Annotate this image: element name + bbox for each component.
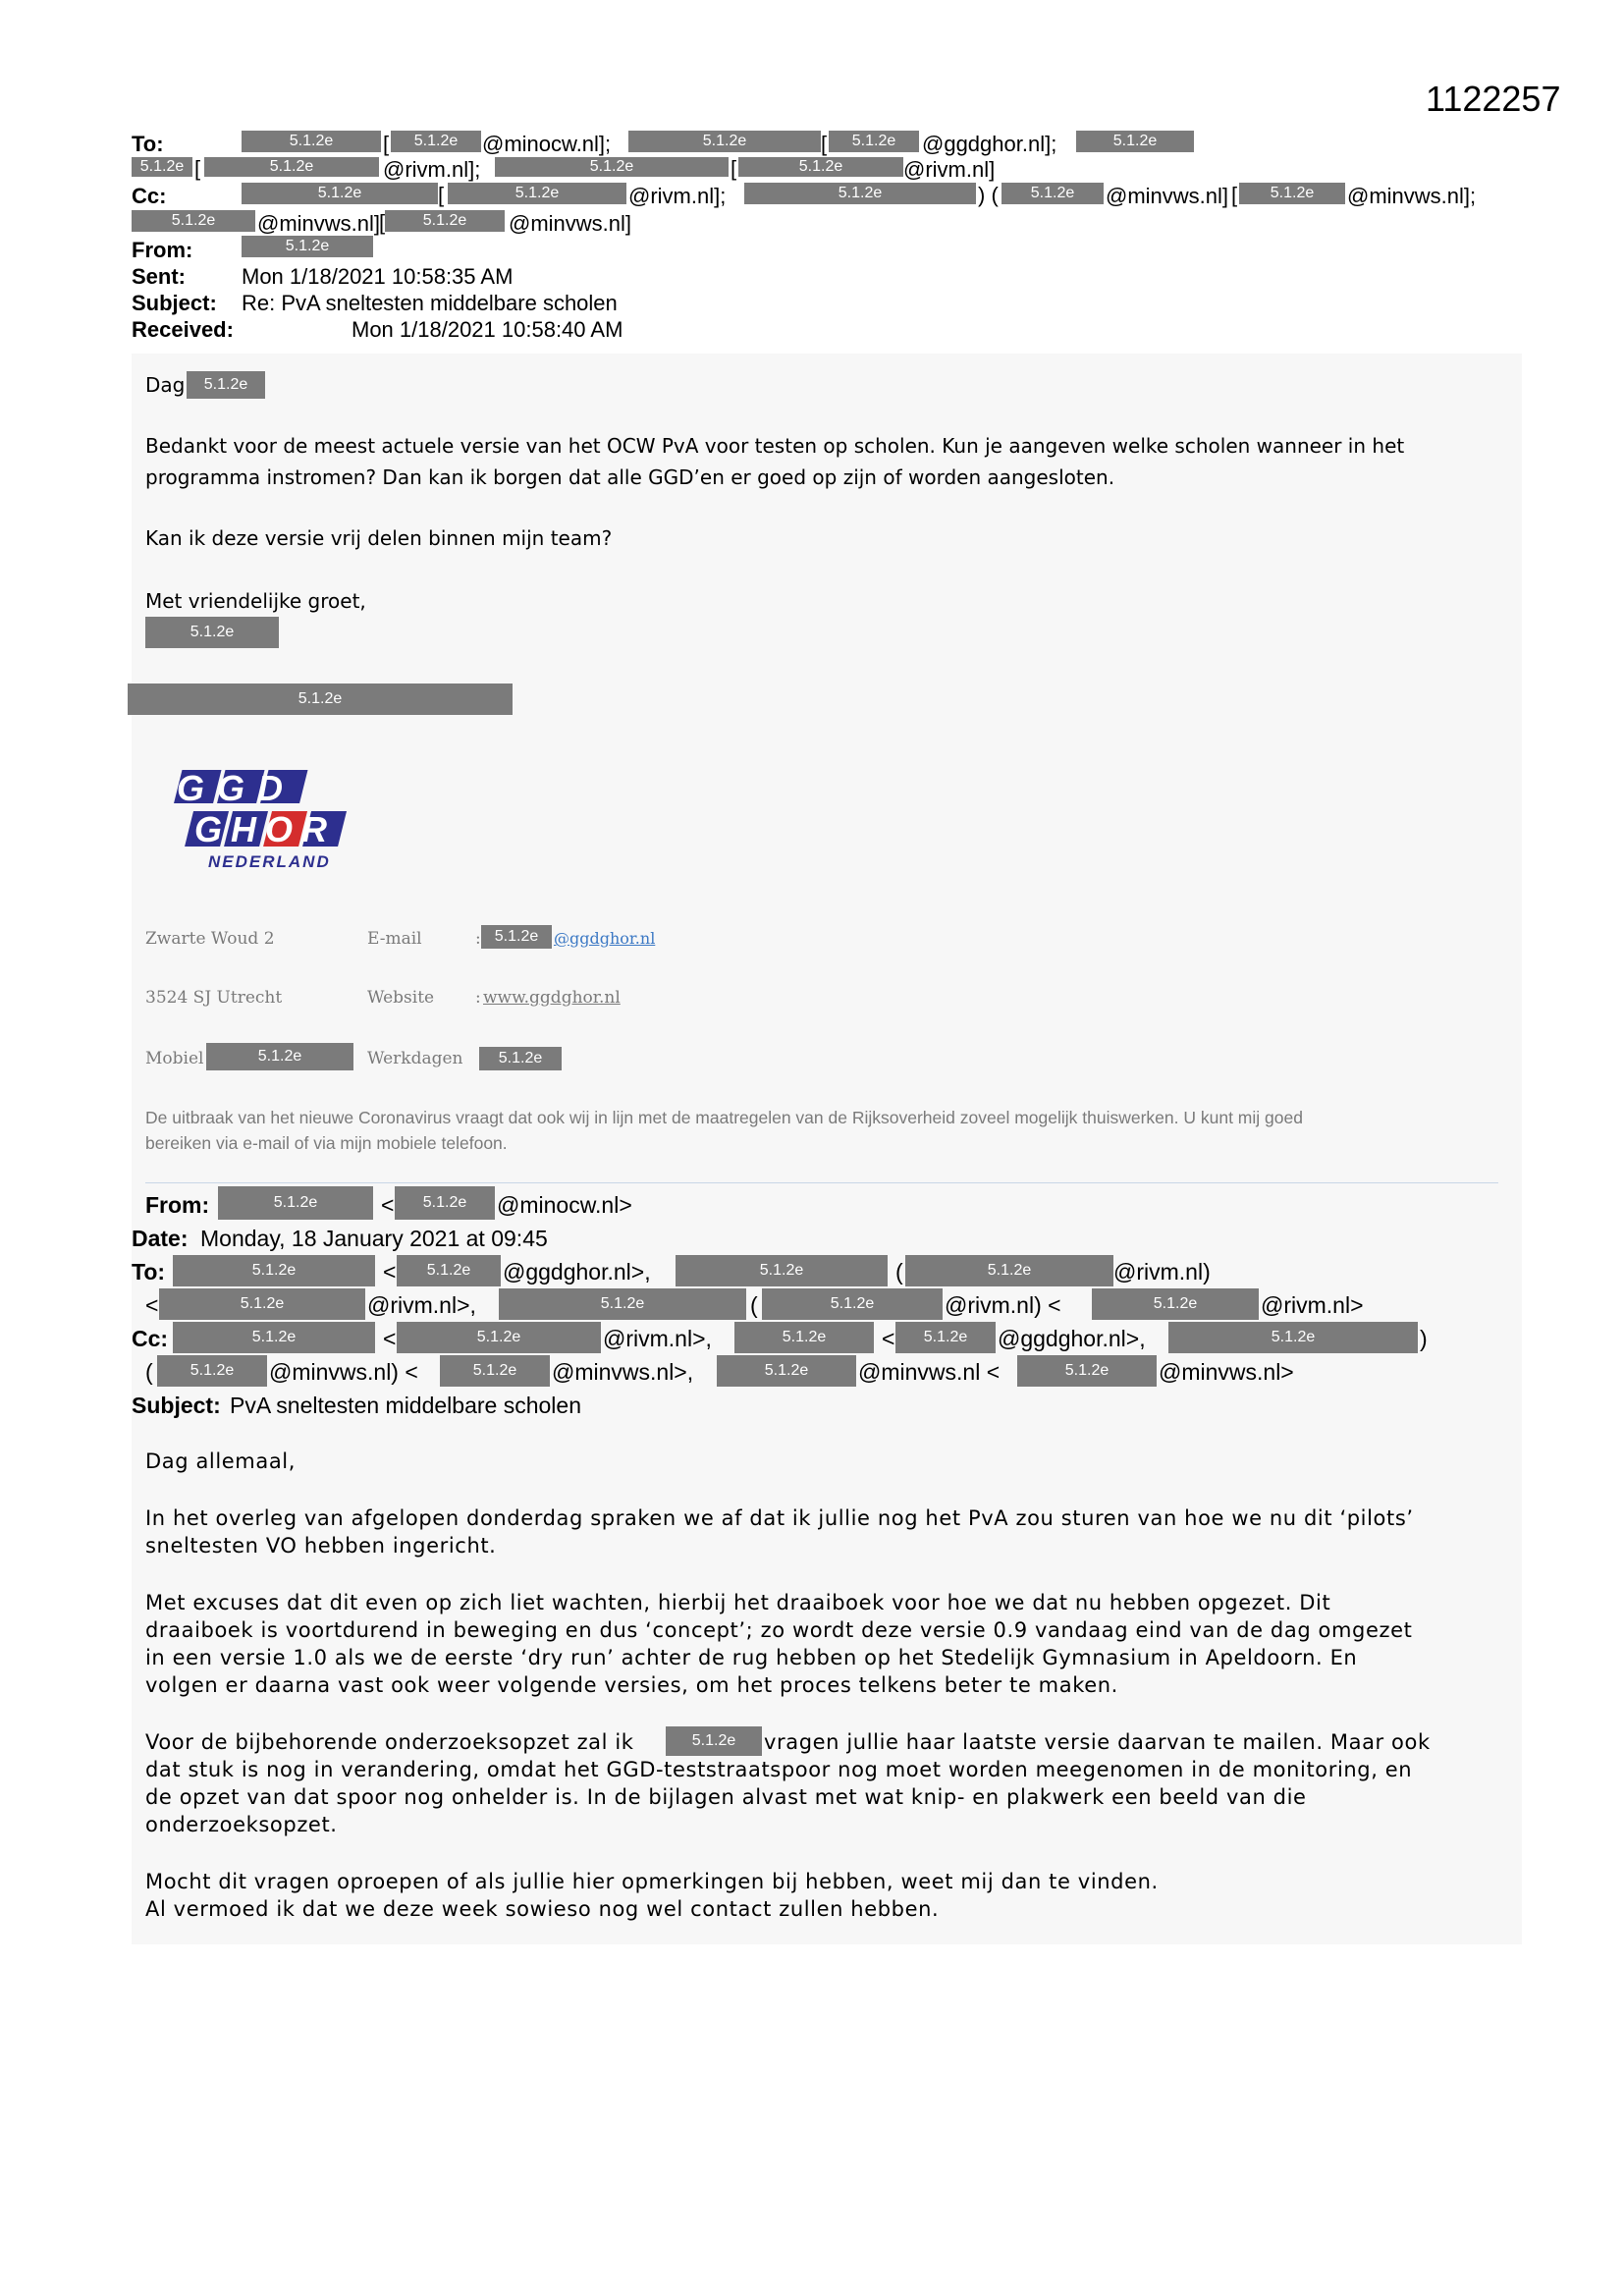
redaction-box: 5.1.2e xyxy=(395,1186,495,1220)
redaction-box: 5.1.2e xyxy=(132,157,192,177)
bracket: [ xyxy=(383,132,390,156)
reply-paragraph-line: programma instromen? Dan kan ik borgen dat alle GGD’en er goed op zijn of worden aangesloten. xyxy=(145,465,1115,489)
body-line: dat stuk is nog in verandering, omdat het GGD-teststraatspoor nog moet worden meegenomen in de monitoring, en xyxy=(145,1758,1413,1781)
greeting: Dag xyxy=(145,373,186,397)
bracket: ( xyxy=(145,1359,153,1385)
subject-label: Subject: xyxy=(132,291,217,315)
redaction-box: 5.1.2e xyxy=(1076,131,1194,152)
redaction-box: 5.1.2e xyxy=(676,1255,888,1286)
received-label: Received: xyxy=(132,317,234,342)
orig-date-label: Date: xyxy=(132,1226,189,1251)
redaction-box: 5.1.2e xyxy=(734,1322,874,1353)
from-label: From: xyxy=(132,238,193,262)
closing: Met vriendelijke groet, xyxy=(145,589,366,613)
document-number: 1122257 xyxy=(1426,79,1561,119)
orig-date-value: Monday, 18 January 2021 at 09:45 xyxy=(200,1226,548,1251)
redaction-box: 5.1.2e xyxy=(145,617,279,648)
subject-value: Re: PvA sneltesten middelbare scholen xyxy=(242,291,618,315)
redaction-box: 5.1.2e xyxy=(242,236,373,257)
redaction-box: 5.1.2e xyxy=(829,131,919,152)
colon: : xyxy=(475,988,481,1008)
workdays-label: Werkdagen xyxy=(367,1049,463,1068)
redaction-box: 5.1.2e xyxy=(391,131,481,152)
to-label: To: xyxy=(132,132,164,156)
to-email-part: @minocw.nl]; xyxy=(482,132,612,156)
ggd-ghor-logo xyxy=(165,768,352,876)
address-street: Zwarte Woud 2 xyxy=(145,929,275,949)
redaction-box: 5.1.2e xyxy=(499,1288,746,1320)
bracket: [ xyxy=(194,156,201,181)
orig-to-email: @ggdghor.nl>, xyxy=(503,1259,651,1285)
bracket: [ xyxy=(731,156,737,181)
redaction-box: 5.1.2e xyxy=(242,183,438,204)
cc-email-part: @minvws.nl] xyxy=(1106,184,1229,208)
body-line: In het overleg van afgelopen donderdag spraken we af dat ik jullie nog het PvA zou sturen van hoe we nu dit ‘pilots’ xyxy=(145,1506,1414,1530)
redaction-box: 5.1.2e xyxy=(479,1047,562,1070)
bracket: ( xyxy=(750,1292,758,1318)
redaction-box: 5.1.2e xyxy=(242,131,381,152)
redaction-box: 5.1.2e xyxy=(1168,1322,1418,1353)
orig-cc-email: @minvws.nl>, xyxy=(552,1359,694,1385)
logo-text-nederland: NEDERLAND xyxy=(208,852,331,871)
redaction-box: 5.1.2e xyxy=(744,183,976,204)
sent-value: Mon 1/18/2021 10:58:35 AM xyxy=(242,264,514,289)
redaction-box: 5.1.2e xyxy=(159,1288,365,1320)
redaction-box: 5.1.2e xyxy=(717,1355,856,1387)
redaction-box: 5.1.2e xyxy=(385,210,505,232)
redaction-box: 5.1.2e xyxy=(448,183,626,204)
bracket: [ xyxy=(821,132,828,156)
body-line: Mocht dit vragen oproepen of als jullie hier opmerkingen bij hebben, weet mij dan te vinden. xyxy=(145,1870,1159,1893)
orig-to-email: @rivm.nl>, xyxy=(367,1292,476,1318)
redaction-box: 5.1.2e xyxy=(495,157,729,177)
redaction-box: 5.1.2e xyxy=(1017,1355,1157,1387)
body-line: volgen er daarna vast ook weer volgende versies, om het proces telkens beter te maken. xyxy=(145,1673,1118,1697)
body-line: Al vermoed ik dat we deze week sowieso nog wel contact zullen hebben. xyxy=(145,1897,940,1921)
colon: : xyxy=(475,929,481,949)
body-line: Met excuses dat dit even op zich liet wachten, hierbij het draaiboek voor hoe we dat nu hebben opgezet. Dit xyxy=(145,1591,1331,1614)
redaction-box: 5.1.2e xyxy=(128,683,513,715)
orig-to-label: To: xyxy=(132,1259,166,1285)
orig-from-label: From: xyxy=(145,1192,210,1218)
address-city: 3524 SJ Utrecht xyxy=(145,988,283,1008)
reply-paragraph-line: Bedankt voor de meest actuele versie van het OCW PvA voor testen op scholen. Kun je aangeven welke scholen wanneer in het xyxy=(145,434,1405,458)
logo-text-ghor: GHOR xyxy=(194,809,336,849)
website-link[interactable]: www.ggdghor.nl xyxy=(483,988,621,1008)
bracket: ) xyxy=(1420,1326,1428,1351)
orig-from-email: @minocw.nl> xyxy=(497,1192,632,1218)
sent-label: Sent: xyxy=(132,264,186,289)
bracket: [ xyxy=(438,183,445,207)
signature-email-link[interactable]: @ggdghor.nl xyxy=(554,929,656,948)
redaction-box: 5.1.2e xyxy=(218,1186,373,1220)
redaction-box: 5.1.2e xyxy=(173,1255,375,1286)
redaction-box: 5.1.2e xyxy=(1092,1288,1259,1320)
angle-bracket: < xyxy=(882,1326,895,1351)
redaction-box: 5.1.2e xyxy=(173,1322,375,1353)
redaction-box: 5.1.2e xyxy=(204,157,379,177)
body-greeting: Dag allemaal, xyxy=(145,1449,297,1473)
bracket: [ xyxy=(379,210,386,235)
body-line: de opzet van dat spoor nog onhelder is. In de bijlagen alvast met wat knip- en plakwerk een beeld van die xyxy=(145,1785,1307,1809)
redaction-box: 5.1.2e xyxy=(206,1043,353,1070)
bracket: [ xyxy=(1231,183,1238,207)
orig-cc-email: @minvws.nl) < xyxy=(269,1359,418,1385)
reply-paragraph: Kan ik deze versie vrij delen binnen mijn team? xyxy=(145,526,613,550)
orig-to-email: @rivm.nl) < xyxy=(945,1292,1061,1318)
body-line: vragen jullie haar laatste versie daarvan te mailen. Maar ook xyxy=(764,1730,1431,1754)
quote-separator xyxy=(145,1182,1498,1183)
to-email-part: @rivm.nl] xyxy=(903,157,996,182)
to-email-part: @rivm.nl]; xyxy=(383,157,481,182)
redaction-box: 5.1.2e xyxy=(1239,183,1345,204)
orig-cc-email: @minvws.nl < xyxy=(858,1359,1001,1385)
angle-bracket: < xyxy=(381,1192,395,1218)
orig-cc-email: @ggdghor.nl>, xyxy=(998,1326,1146,1351)
orig-subject-value: PvA sneltesten middelbare scholen xyxy=(230,1393,581,1418)
cc-email-part: @minvws.nl] xyxy=(257,211,381,236)
cc-email-part: @minvws.nl]; xyxy=(1347,184,1477,208)
angle-bracket: < xyxy=(383,1326,397,1351)
body-line: in een versie 1.0 als we de eerste ‘dry run’ achter de rug hebben op het Stedelijk Gymnasium in Apeldoorn. En xyxy=(145,1646,1358,1669)
to-email-part: @ggdghor.nl]; xyxy=(922,132,1057,156)
body-line: draaiboek is voortdurend in beweging en dus ‘concept’; zo wordt deze versie 0.9 vandaag eind van de dag omgezet xyxy=(145,1618,1413,1642)
orig-cc-email: @minvws.nl> xyxy=(1159,1359,1294,1385)
redaction-box: 5.1.2e xyxy=(738,157,903,177)
angle-bracket: < xyxy=(145,1292,159,1318)
notice-line: De uitbraak van het nieuwe Coronavirus vraagt dat ook wij in lijn met de maatregelen van de Rijksoverheid zoveel mogelijk thuiswerken. U kunt mij goed xyxy=(145,1108,1303,1127)
notice-line: bereiken via e-mail of via mijn mobiele telefoon. xyxy=(145,1133,508,1153)
redaction-box: 5.1.2e xyxy=(762,1288,943,1320)
orig-subject-label: Subject: xyxy=(132,1393,221,1418)
redaction-box: 5.1.2e xyxy=(1001,183,1104,204)
redaction-box: 5.1.2e xyxy=(481,925,552,949)
mobile-label: Mobiel xyxy=(145,1049,204,1068)
body-line: onderzoeksopzet. xyxy=(145,1813,338,1836)
bracket: ( xyxy=(895,1259,903,1285)
website-label: Website xyxy=(367,988,435,1008)
redaction-box: 5.1.2e xyxy=(187,371,265,399)
body-line: Voor de bijbehorende onderzoeksopzet zal ik xyxy=(145,1730,634,1754)
redaction-box: 5.1.2e xyxy=(157,1355,267,1387)
email-label: E-mail xyxy=(367,929,422,949)
redaction-box: 5.1.2e xyxy=(397,1322,601,1353)
orig-cc-label: Cc: xyxy=(132,1326,169,1351)
redaction-box: 5.1.2e xyxy=(905,1255,1113,1286)
redaction-box: 5.1.2e xyxy=(397,1255,501,1286)
orig-to-email: @rivm.nl) xyxy=(1113,1259,1211,1285)
cc-email-part: @rivm.nl]; xyxy=(628,184,727,208)
angle-bracket: < xyxy=(383,1259,397,1285)
received-value: Mon 1/18/2021 10:58:40 AM xyxy=(352,317,623,342)
cc-email-part: @minvws.nl] xyxy=(509,211,632,236)
bracket: ) ( xyxy=(978,183,999,207)
logo-text-ggd: GGD xyxy=(177,768,297,808)
body-line: sneltesten VO hebben ingericht. xyxy=(145,1534,497,1558)
redaction-box: 5.1.2e xyxy=(628,131,821,152)
orig-cc-email: @rivm.nl>, xyxy=(603,1326,712,1351)
cc-label: Cc: xyxy=(132,184,167,208)
redaction-box: 5.1.2e xyxy=(666,1726,762,1756)
redaction-box: 5.1.2e xyxy=(895,1322,996,1353)
redaction-box: 5.1.2e xyxy=(132,210,255,232)
orig-to-email: @rivm.nl> xyxy=(1261,1292,1364,1318)
redaction-box: 5.1.2e xyxy=(440,1355,550,1387)
